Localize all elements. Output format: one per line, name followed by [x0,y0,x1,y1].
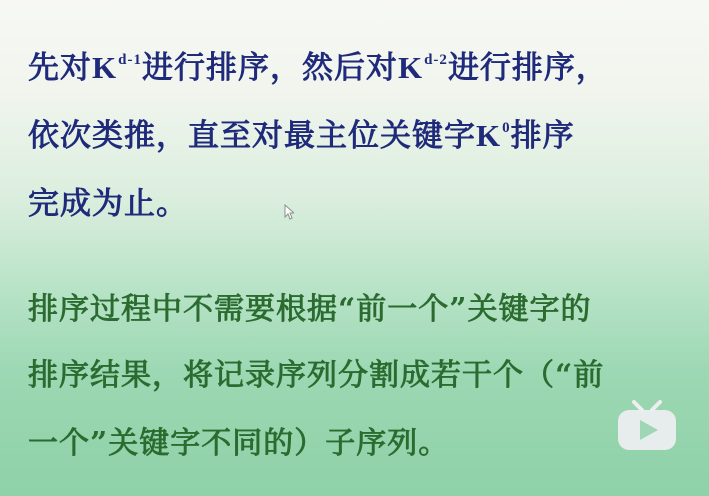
text-segment: 进行排序，然后对 [141,50,398,86]
text-segment: 进行排序， [447,50,608,86]
key-k-0 [476,118,511,153]
text-segment: 依次类推，直至对最主位关键字 [28,118,476,154]
paragraph1-line1 [28,42,608,87]
paragraph1-line2 [28,110,575,155]
key-exponent: d-2 [424,52,448,68]
key-letter: K [92,50,118,85]
paragraph2-line2: 排序结果，将记录序列分割成若干个（“前 [28,358,605,393]
text-segment: 先对 [28,50,92,86]
paragraph2-line1: 排序过程中不需要根据“前一个”关键字的 [28,292,592,327]
key-k-d-2 [398,50,448,85]
key-exponent: d-1 [118,52,142,68]
text-segment: 排序 [510,118,575,154]
key-letter: K [476,118,502,153]
bilibili-tv-logo-icon [614,398,680,454]
key-letter: K [397,50,424,85]
key-exponent: 0 [502,120,511,136]
mouse-pointer-icon [284,204,294,220]
key-k-d-1 [92,50,142,85]
paragraph2-line3: 一个”关键字不同的）子序列。 [28,426,450,461]
paragraph1-line3: 完成为止。 [28,186,188,222]
